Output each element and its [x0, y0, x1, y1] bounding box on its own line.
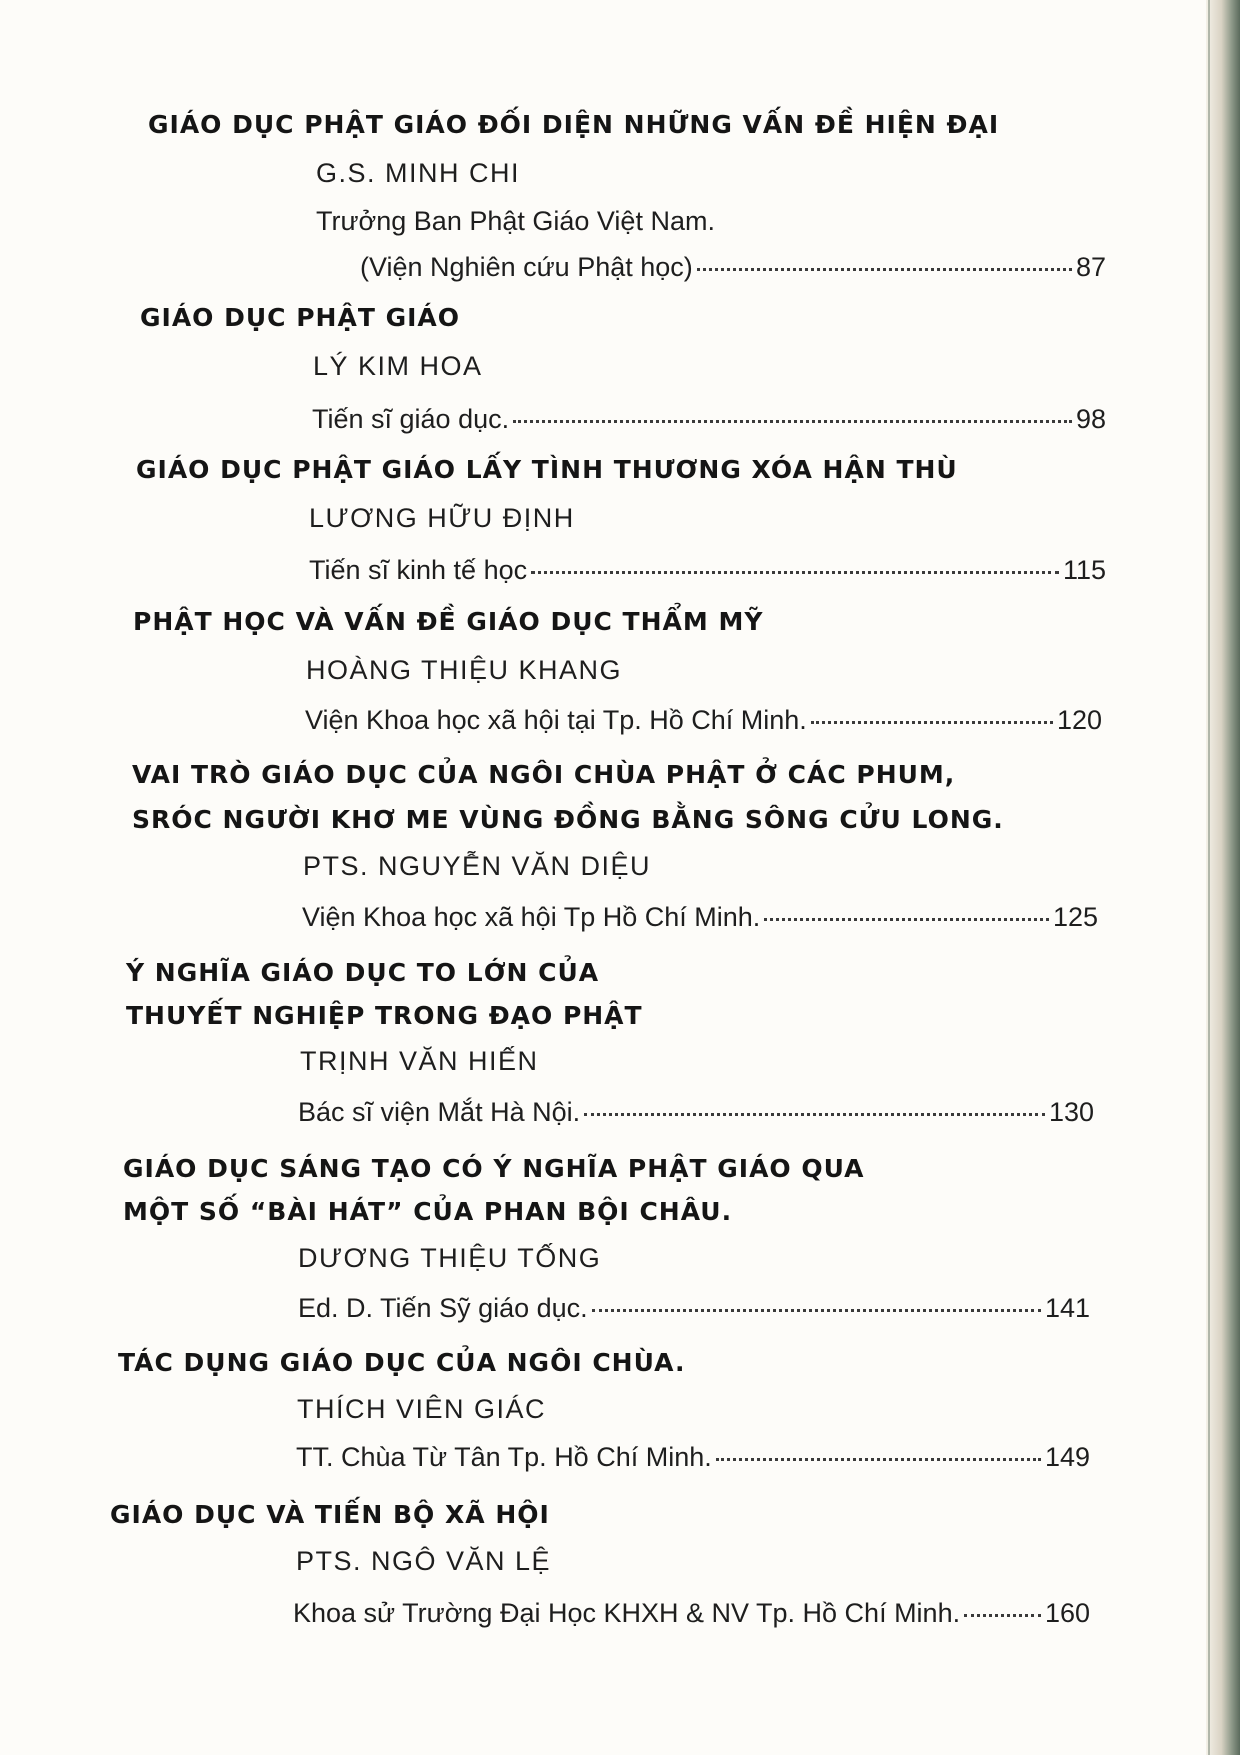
entry-affiliation: Ed. D. Tiến Sỹ giáo dục. [298, 1293, 588, 1323]
entry-affiliation: Viện Khoa học xã hội Tp Hồ Chí Minh. [302, 902, 761, 932]
toc-entry-row [298, 1097, 1094, 1128]
page-number: 149 [1044, 1442, 1090, 1472]
entry-title-continued: THUYẾT NGHIỆP TRONG ĐẠO PHẬT [126, 1001, 643, 1030]
entry-author: LÝ KIM HOA [313, 351, 483, 381]
page-number: 115 [1062, 555, 1106, 585]
entry-author: TRỊNH VĂN HIẾN [300, 1046, 539, 1076]
page-number: 130 [1048, 1097, 1094, 1127]
entry-author: PTS. NGUYỄN VĂN DIỆU [303, 851, 652, 881]
entry-title: TÁC DỤNG GIÁO DỤC CỦA NGÔI CHÙA. [118, 1348, 686, 1377]
toc-entry-row [296, 1442, 1090, 1473]
entry-author: HOÀNG THIỆU KHANG [306, 655, 623, 685]
entry-author: G.S. MINH CHI [316, 158, 521, 188]
dot-leader [531, 571, 1059, 574]
page-number: 120 [1056, 705, 1102, 735]
dot-leader [592, 1309, 1041, 1312]
entry-title: GIÁO DỤC SÁNG TẠO CÓ Ý NGHĨA PHẬT GIÁO QUA [123, 1154, 865, 1183]
toc-entry-row [312, 404, 1106, 435]
page-number: 87 [1075, 252, 1106, 282]
toc-entry-row [298, 1293, 1090, 1324]
page-number: 125 [1052, 902, 1098, 932]
page-number: 98 [1075, 404, 1106, 434]
entry-affiliation-line [316, 206, 1106, 237]
dot-leader [964, 1614, 1041, 1617]
entry-affiliation: Bác sĩ viện Mắt Hà Nội. [298, 1097, 581, 1127]
toc-entry-row [302, 902, 1098, 933]
entry-title: GIÁO DỤC PHẬT GIÁO ĐỐI DIỆN NHỮNG VẤN ĐỀ HIỆN ĐẠI [148, 110, 1000, 139]
dot-leader [716, 1458, 1041, 1461]
dot-leader [764, 918, 1049, 921]
entry-affiliation: Tiến sĩ giáo dục. [312, 404, 510, 434]
page-edge-line [1208, 0, 1210, 1755]
toc-entry-row [305, 705, 1102, 736]
entry-affiliation: Viện Khoa học xã hội tại Tp. Hồ Chí Minh. [305, 705, 807, 735]
dot-leader [513, 420, 1072, 423]
entry-affiliation: Trưởng Ban Phật Giáo Việt Nam. [316, 206, 715, 236]
entry-author: LƯƠNG HỮU ĐỊNH [309, 503, 575, 533]
page-number: 141 [1044, 1293, 1090, 1323]
entry-title-continued: MỘT SỐ “BÀI HÁT” CỦA PHAN BỘI CHÂU. [123, 1197, 733, 1226]
entry-affiliation: Khoa sử Trường Đại Học KHXH & NV Tp. Hồ Chí Minh. [293, 1598, 961, 1628]
toc-entry-row [309, 555, 1106, 586]
entry-affiliation: Tiến sĩ kinh tế học [309, 555, 528, 585]
toc-entry-row [293, 1598, 1090, 1629]
entry-author: THÍCH VIÊN GIÁC [297, 1394, 547, 1424]
entry-title: GIÁO DỤC PHẬT GIÁO [140, 303, 461, 332]
entry-title-continued: SRÓC NGƯỜI KHƠ ME VÙNG ĐỒNG BẰNG SÔNG CỬU LONG. [132, 805, 1004, 834]
dot-leader [811, 721, 1053, 724]
entry-affiliation: (Viện Nghiên cứu Phật học) [360, 252, 693, 282]
entry-title: PHẬT HỌC VÀ VẤN ĐỀ GIÁO DỤC THẨM MỸ [133, 607, 764, 636]
dot-leader [584, 1113, 1045, 1116]
entry-title: Ý NGHĨA GIÁO DỤC TO LỚN CỦA [126, 958, 600, 987]
entry-affiliation: TT. Chùa Từ Tân Tp. Hồ Chí Minh. [296, 1442, 712, 1472]
entry-title: GIÁO DỤC VÀ TIẾN BỘ XÃ HỘI [110, 1500, 550, 1529]
entry-title: GIÁO DỤC PHẬT GIÁO LẤY TÌNH THƯƠNG XÓA HẬN THÙ [136, 455, 958, 484]
toc-entry-row [360, 252, 1106, 283]
entry-title: VAI TRÒ GIÁO DỤC CỦA NGÔI CHÙA PHẬT Ở CÁC PHUM, [132, 760, 956, 789]
page-edge-shadow [1206, 0, 1240, 1755]
entry-author: DƯƠNG THIỆU TỐNG [298, 1243, 602, 1273]
dot-leader [697, 268, 1072, 271]
page-number: 160 [1044, 1598, 1090, 1628]
entry-author: PTS. NGÔ VĂN LỆ [296, 1546, 552, 1576]
